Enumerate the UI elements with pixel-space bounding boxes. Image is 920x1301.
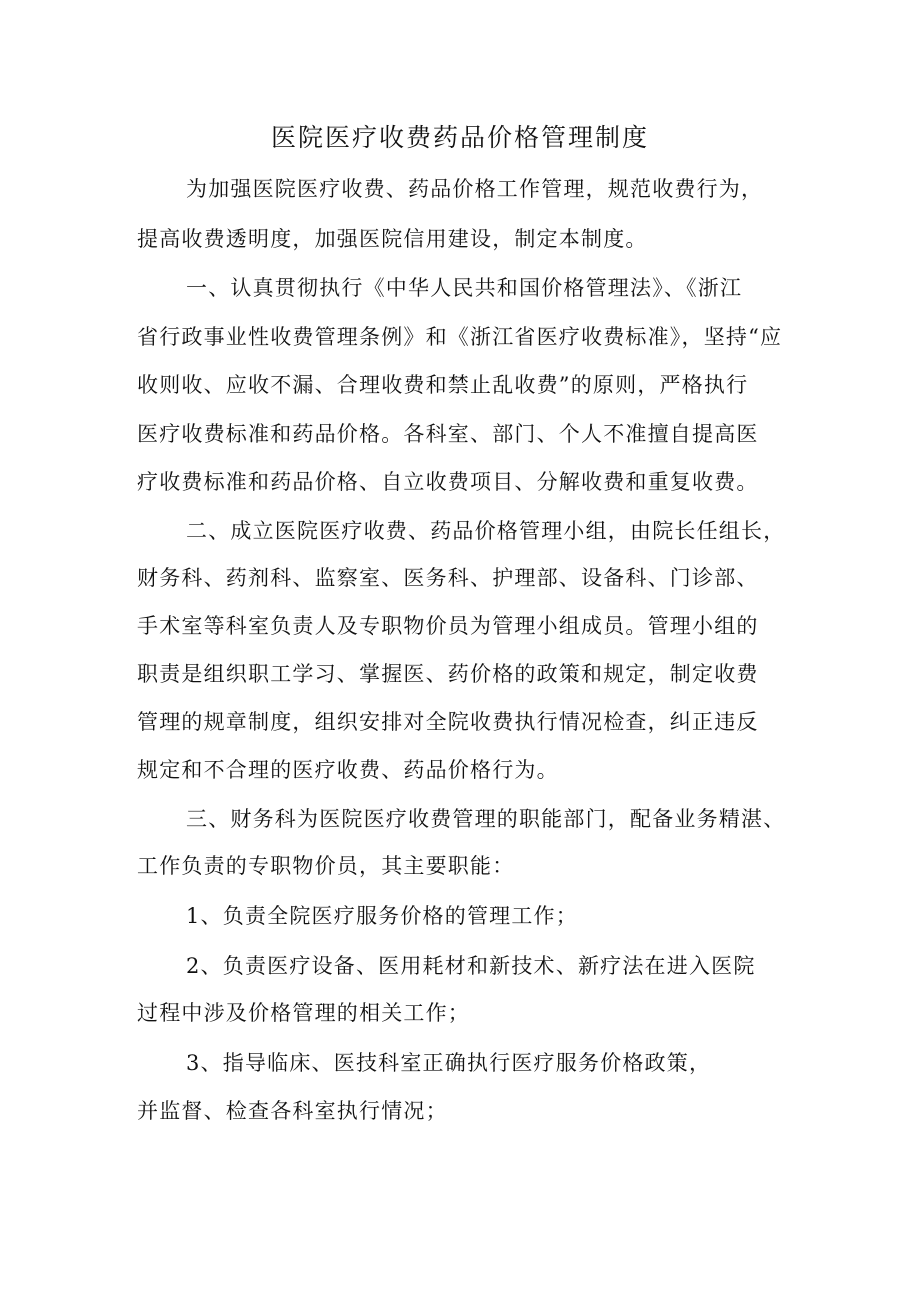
- section-3-line-2: 工作负责的专职物价员，其主要职能：: [137, 854, 515, 878]
- item-3-line-1: 3、指导临床、医技科室正确执行医疗服务价格政策，: [186, 1051, 712, 1075]
- section-2-line-4: 职责是组织职工学习、掌握医、药价格的政策和规定，制定收费: [137, 662, 759, 686]
- item-1-line-1: 1、负责全院医疗服务价格的管理工作；: [186, 904, 578, 928]
- paragraph-intro-line-2: 提高收费透明度，加强医院信用建设，制定本制度。: [137, 227, 648, 251]
- section-1-line-2: 省行政事业性收费管理条例》和《浙江省医疗收费标准》，坚持“应: [137, 325, 783, 349]
- paragraph-intro-line-1: 为加强医院医疗收费、药品价格工作管理，规范收费行为，: [186, 177, 764, 201]
- item-3-line-2: 并监督、检查各科室执行情况；: [137, 1099, 448, 1123]
- section-1-line-5: 疗收费标准和药品价格、自立收费项目、分解收费和重复收费。: [137, 470, 759, 494]
- item-2-line-2: 过程中涉及价格管理的相关工作；: [137, 1001, 470, 1025]
- section-1-line-3: 收则收、应收不漏、合理收费和禁止乱收费”的原则，严格执行: [137, 373, 749, 397]
- section-2-line-2: 财务科、药剂科、监察室、医务科、护理部、设备科、门诊部、: [137, 566, 759, 590]
- section-2-line-6: 规定和不合理的医疗收费、药品价格行为。: [137, 758, 559, 782]
- item-2-line-1: 2、负责医疗设备、医用耗材和新技术、新疗法在进入医院: [186, 954, 756, 978]
- section-2-line-5: 管理的规章制度，组织安排对全院收费执行情况检查，纠正违反: [137, 710, 759, 734]
- section-1-line-4: 医疗收费标准和药品价格。各科室、部门、个人不准擅自提高医: [137, 422, 759, 446]
- section-2-line-3: 手术室等科室负责人及专职物价员为管理小组成员。管理小组的: [137, 614, 759, 638]
- section-1-line-1: 一、认真贯彻执行《中华人民共和国价格管理法》、《浙江: [186, 276, 743, 300]
- section-2-line-1: 二、成立医院医疗收费、药品价格管理小组，由院长任组长，: [186, 519, 786, 543]
- section-3-line-1: 三、财务科为医院医疗收费管理的职能部门，配备业务精湛、: [186, 807, 786, 831]
- document-title: 医院医疗收费药品价格管理制度: [270, 123, 649, 152]
